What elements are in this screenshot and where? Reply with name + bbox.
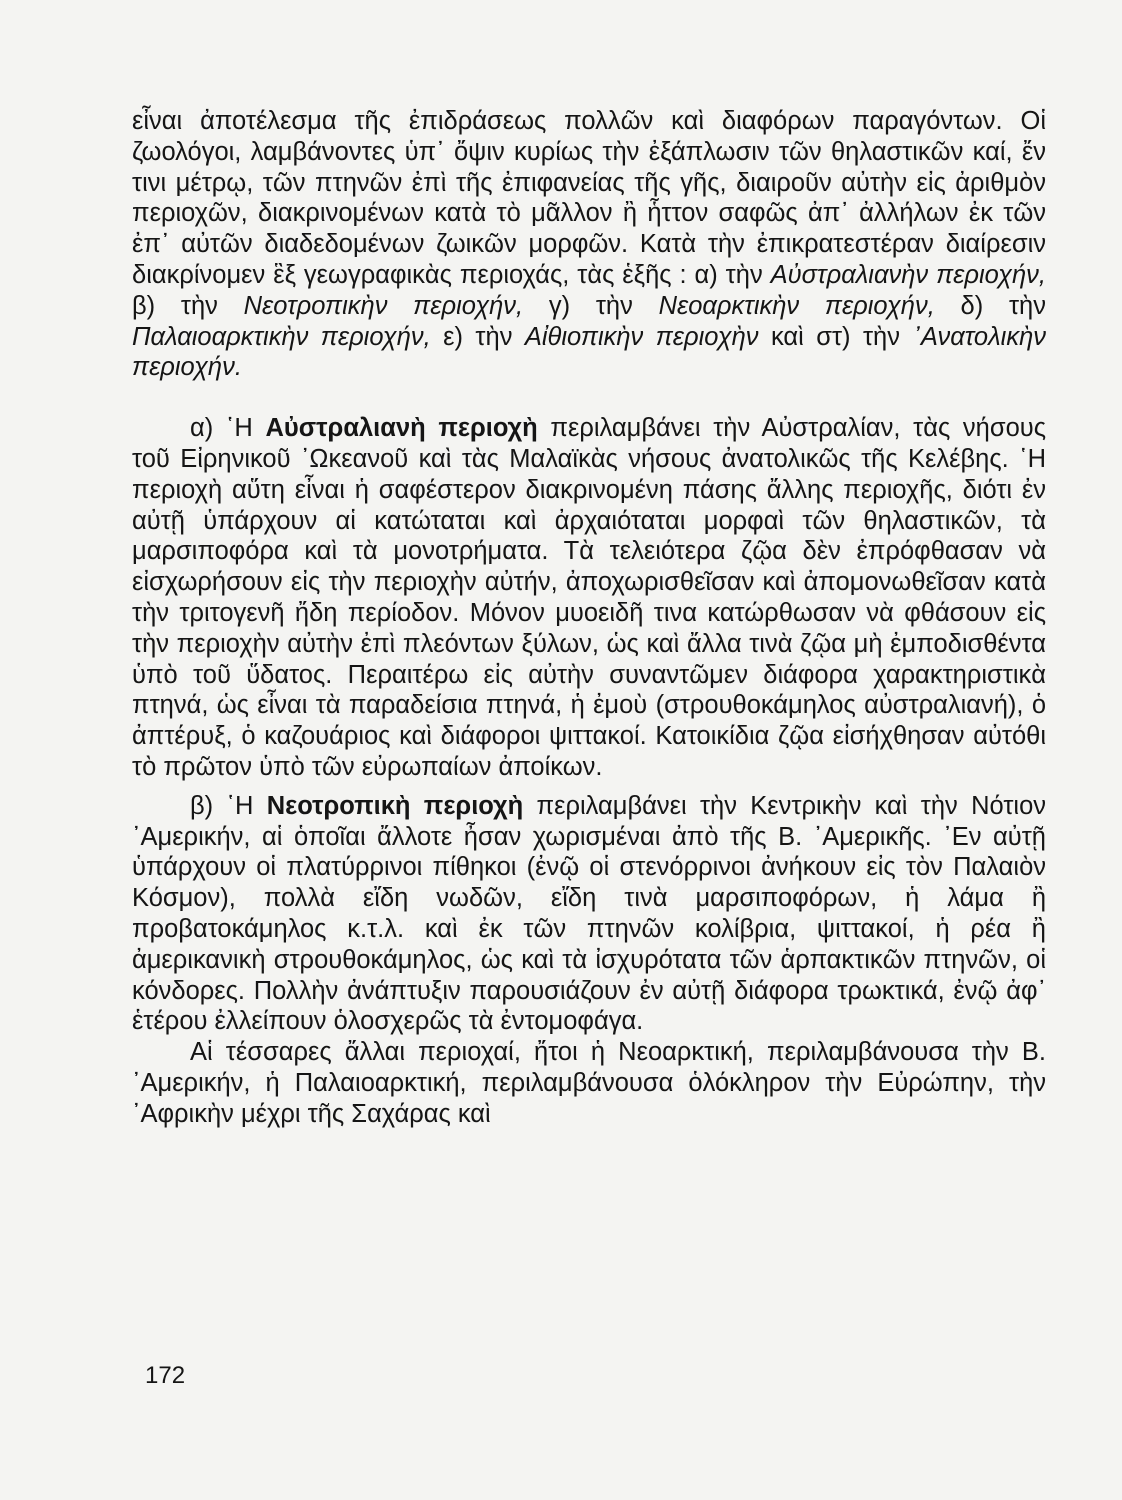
region-name-oriental: ᾿Ανατολικὴν περιοχήν. xyxy=(132,322,1046,382)
paragraph-australian-region xyxy=(132,413,1046,783)
region-name-nearctic: Νεοαρκτικὴν περιοχήν, xyxy=(658,291,935,320)
paragraph-neotropical-region xyxy=(132,791,1046,1037)
region-name-palearctic: Παλαιοαρκτικὴν περιοχήν, xyxy=(132,322,431,351)
text-run: περιλαμβάνει τὴν Αὐστραλίαν, τὰς νήσους τοῦ Εἰρηνικοῦ ᾿Ωκεανοῦ καὶ τὰς Μαλαϊκὰς νήσους ἀνατολικῶς τῆς Κελέβης. ῾Η περιοχὴ αὕτη εἶναι ἡ σαφέστερον διακρινομένη πάσης ἄλλης περιοχῆς, διότι ἐν αὐτῇ ὑπάρχουν αἱ κατώταται καὶ ἀρχαιόταται μορφαὶ τῶν θηλαστικῶν, τὰ μαρσιποφόρα καὶ τὰ μονοτρήματα. Τὰ τελειότερα ζῷα δὲν ἐπρόφθασαν νὰ εἰσχωρήσουν εἰς τὴν περιοχὴν αὐτήν, ἀποχωρισθεῖσαν καὶ ἀπομονωθεῖσαν κατὰ τὴν τριτογενῆ ἤδη περίοδον. Μόνον μυοειδῆ τινα κατώρθωσαν νὰ φθάσουν εἰς τὴν περιοχὴν αὐτὴν ἐπὶ πλεόντων ξύλων, ὡς καὶ ἄλλα τινὰ ζῷα μὴ ἐμποδισθέντα ὑπὸ τοῦ ὕδατος. Περαιτέρω εἰς αὐτὴν συναντῶμεν διάφορα χαρακτηριστικὰ πτηνά, ὡς εἶναι τὰ παραδείσια πτηνά, ἡ ἐμοὺ (στρουθοκάμηλος αὐστραλιανή), ὁ ἀπτέρυξ, ὁ καζουάριος καὶ διάφοροι ψιττακοί. Κατοικίδια ζῷα εἰσήχθησαν αὐτόθι τὸ πρῶτον ὑπὸ τῶν εὐρωπαίων ἀποίκων. xyxy=(132,414,1046,781)
text-run: περιλαμβάνει τὴν Κεντρικὴν καὶ τὴν Νότιον ᾿Αμερικήν, αἱ ὁποῖαι ἄλλοτε ἦσαν χωρισμέναι ἀπὸ τῆς Β. ᾿Αμερικῆς. ᾿Εν αὐτῇ ὑπάρχουν οἱ πλατύρρινοι πίθηκοι (ἐνῷ οἱ στενόρρινοι ἀνήκουν εἰς τὸν Παλαιὸν Κόσμον), πολλὰ εἴδη νωδῶν, εἴδη τινὰ μαρσιποφόρων, ἡ λάμα ἢ προβατοκάμηλος κ.τ.λ. καὶ ἐκ τῶν πτηνῶν κολίβρια, ψιττακοί, ἡ ρέα ἢ ἀμερικανικὴ στρουθοκάμηλος, ὡς καὶ τὰ ἰσχυρότατα τῶν ἁρπακτικῶν πτηνῶν, οἱ κόνδορες. Πολλὴν ἀνάπτυξιν παρουσιάζουν ἐν αὐτῇ διάφορα τρωκτικά, ἐνῷ ἀφ᾿ ἑτέρου ἐλλείπουν ὁλοσχερῶς τὰ ἐντομοφάγα. xyxy=(132,791,1046,1036)
text-run: ε) τὴν xyxy=(430,322,525,351)
heading-neotropical-region: Νεοτροπικὴ περιοχὴ xyxy=(266,791,524,820)
region-name-ethiopian: Αἰθιοπικὴν περιοχὴν xyxy=(524,322,759,351)
text-run: δ) τὴν xyxy=(934,291,1046,320)
text-run: α) ῾Η xyxy=(190,414,266,443)
text-run: καὶ στ) τὴν xyxy=(758,322,913,351)
text-run: Αἱ τέσσαρες ἄλλαι περιοχαί, ἤτοι ἡ Νεοαρκτική, περιλαμβάνουσα τὴν Β. ᾿Αμερικήν, ἡ Παλαιοαρκτική, περιλαμβάνουσα ὁλόκληρον τὴν Εὐρώπην, τὴν ᾿Αφρικὴν μέχρι τῆς Σαχάρας καὶ xyxy=(132,1038,1046,1128)
heading-australian-region: Αὐστραλιανὴ περιοχὴ xyxy=(265,414,538,443)
text-run: β) ῾Η xyxy=(190,791,267,820)
paragraph-spacer xyxy=(132,383,1046,413)
text-run: εἶναι ἀποτέλεσμα τῆς ἐπιδράσεως πολλῶν καὶ διαφόρων παραγόντων. Οἱ ζωολόγοι, λαμβάνοντες ὑπ᾿ ὄψιν κυρίως τὴν ἐξάπλωσιν τῶν θηλαστικῶν καί, ἔν τινι μέτρῳ, τῶν πτηνῶν ἐπὶ τῆς ἐπιφανείας τῆς γῆς, διαιροῦν αὐτὴν εἰς ἀριθμὸν περιοχῶν, διακρινομένων κατὰ τὸ μᾶλλον ἢ ἧττον σαφῶς ἀπ᾿ ἀλλήλων ἐκ τῶν ἐπ᾿ αὐτῶν διαδεδομένων ζωικῶν μορφῶν. Κατὰ τὴν ἐπικρατεστέραν διαίρεσιν διακρίνομεν ἓξ γεωγραφικὰς περιοχάς, τὰς ἑξῆς : α) τὴν xyxy=(132,107,1046,289)
page-body xyxy=(132,106,1046,1446)
text-run: γ) τὴν xyxy=(523,291,659,320)
paragraph-spacer xyxy=(132,783,1046,791)
text-run: β) τὴν xyxy=(132,291,244,320)
region-name-australian: Αὐστραλιανὴν περιοχήν, xyxy=(770,260,1047,289)
paragraph-intro xyxy=(132,106,1046,383)
page-number: 172 xyxy=(145,1362,186,1389)
paragraph-other-regions xyxy=(132,1037,1046,1129)
region-name-neotropical: Νεοτροπικὴν περιοχήν, xyxy=(243,291,524,320)
